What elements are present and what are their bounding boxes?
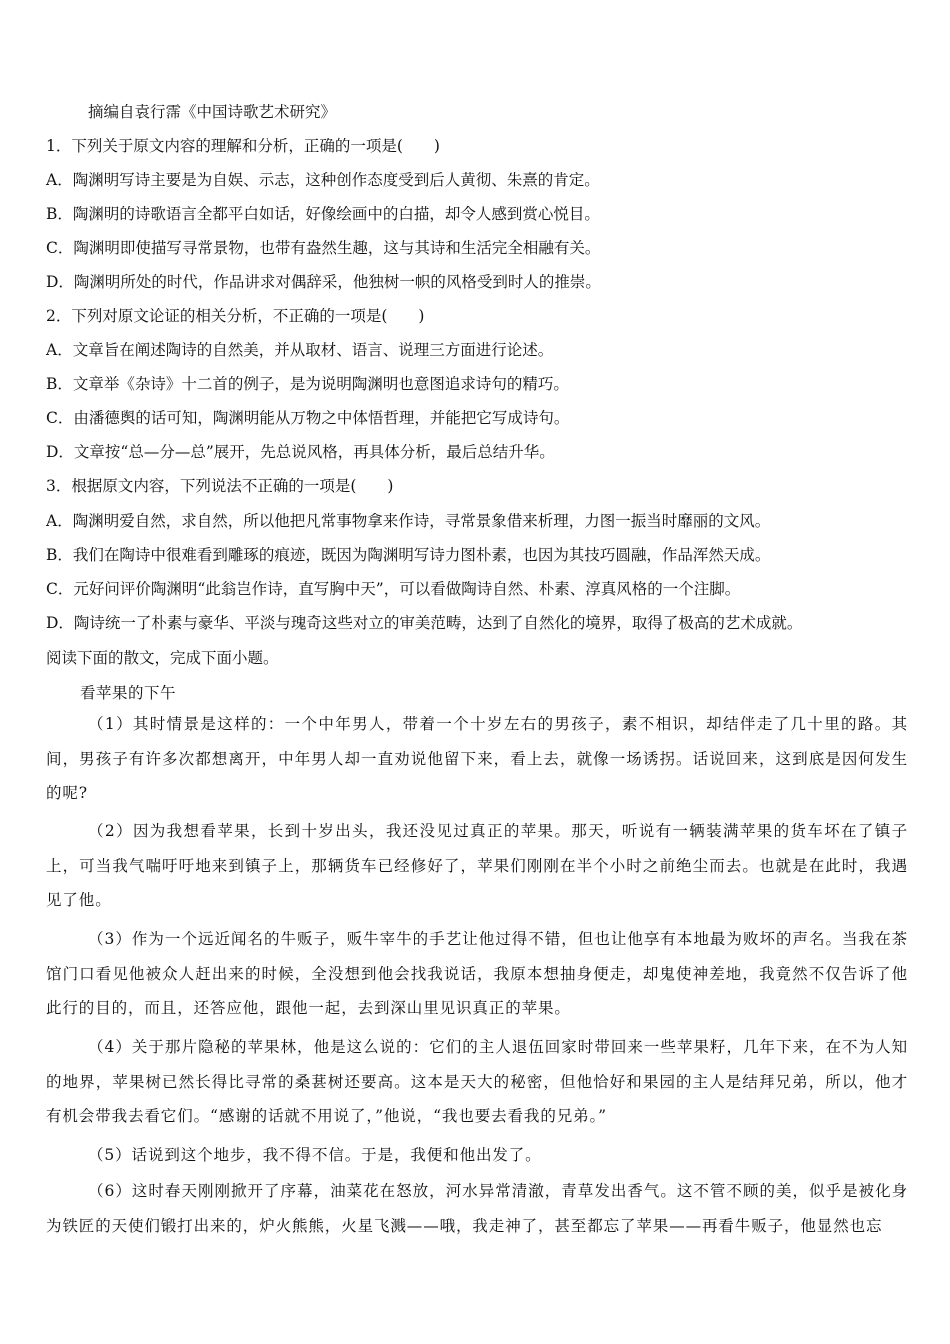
- question-2-stem: 2．下列对原文论证的相关分析，不正确的一项是( ): [46, 307, 425, 325]
- question-3-option-a: A．陶渊明爱自然，求自然，所以他把凡常事物拿来作诗，寻常景象借来析理，力图一振当时靡丽的文风。: [46, 512, 771, 530]
- question-2-option-c: C．由潘德舆的话可知，陶渊明能从万物之中体悟哲理，并能把它写成诗句。: [46, 409, 570, 427]
- essay-paragraph-3: （3）作为一个远近闻名的牛贩子，贩牛宰牛的手艺让他过得不错，但也让他享有本地最为败坏的声名。当我在茶馆门口看见他被众人赶出来的时候，全没想到他会找我说话，我原本想抽身便走，却鬼使神差地，我竟然不仅告诉了他此行的目的，而且，还答应他，跟他一起，去到深山里见识真正的苹果。: [46, 930, 908, 1017]
- essay-title: 看苹果的下午: [80, 684, 177, 702]
- question-2-option-a: A．文章旨在阐述陶诗的自然美，并从取材、语言、说理三方面进行论述。: [46, 341, 554, 359]
- reading-instruction: 阅读下面的散文，完成下面小题。: [46, 649, 279, 667]
- essay-paragraph-4: （4）关于那片隐秘的苹果林，他是这么说的：它们的主人退伍回家时带回来一些苹果籽，几年下来，在不为人知的地界，苹果树已然长得比寻常的桑葚树还要高。这本是天大的秘密，但他恰好和果园的主人是结拜兄弟，所以，他才有机会带我去看它们。“感谢的话就不用说了，”他说，“我也要去看我的兄弟。”: [46, 1038, 908, 1125]
- question-2-option-b: B．文章举《杂诗》十二首的例子，是为说明陶渊明也意图追求诗句的精巧。: [46, 375, 569, 393]
- essay-paragraph-1: （1）其时情景是这样的：一个中年男人，带着一个十岁左右的男孩子，素不相识，却结伴走了几十里的路。其间，男孩子有许多次都想离开，中年男人却一直劝说他留下来，看上去，就像一场诱拐。话说回来，这到底是因何发生的呢?: [46, 715, 908, 802]
- source-citation: 摘编自袁行霈《中国诗歌艺术研究》: [88, 103, 337, 121]
- question-3-option-c: C．元好问评价陶渊明“此翁岂作诗，直写胸中天”，可以看做陶诗自然、朴素、淳真风格的一个注脚。: [46, 580, 741, 598]
- essay-paragraph-5: （5）话说到这个地步，我不得不信。于是，我便和他出发了。: [88, 1146, 542, 1164]
- essay-paragraph-6: （6）这时春天刚刚掀开了序幕，油菜花在怒放，河水异常清澈，青草发出香气。这不管不顾的美，似乎是被化身为铁匠的天使们锻打出来的，炉火熊熊，火星飞溅——哦，我走神了，甚至都忘了苹果——再看牛贩子，他显然也忘: [46, 1182, 908, 1235]
- essay-paragraph-2: （2）因为我想看苹果，长到十岁出头，我还没见过真正的苹果。那天，听说有一辆装满苹果的货车坏在了镇子上，可当我气喘吁吁地来到镇子上，那辆货车已经修好了，苹果们刚刚在半个小时之前绝尘而去。也就是在此时，我遇见了他。: [46, 822, 908, 909]
- question-1-option-c: C．陶渊明即使描写寻常景物，也带有盎然生趣，这与其诗和生活完全相融有关。: [46, 239, 601, 257]
- question-3-option-d: D．陶诗统一了朴素与豪华、平淡与瑰奇这些对立的审美范畴，达到了自然化的境界，取得了极高的艺术成就。: [46, 614, 803, 632]
- question-1-option-a: A．陶渊明写诗主要是为自娱、示志，这种创作态度受到后人黄彻、朱熹的肯定。: [46, 171, 600, 189]
- question-3-option-b: B．我们在陶诗中很难看到雕琢的痕迹，既因为陶渊明写诗力图朴素，也因为其技巧圆融，作品浑然天成。: [46, 546, 771, 564]
- question-1-option-d: D．陶渊明所处的时代，作品讲求对偶辞采，他独树一帜的风格受到时人的推崇。: [46, 273, 601, 291]
- question-1-option-b: B．陶渊明的诗歌语言全都平白如话，好像绘画中的白描，却令人感到赏心悦目。: [46, 205, 600, 223]
- question-2-option-d: D．文章按“总—分—总”展开，先总说风格，再具体分析，最后总结升华。: [46, 443, 555, 461]
- question-1-stem: 1．下列关于原文内容的理解和分析，正确的一项是( ): [46, 137, 440, 155]
- question-3-stem: 3．根据原文内容，下列说法不正确的一项是( ): [46, 477, 394, 495]
